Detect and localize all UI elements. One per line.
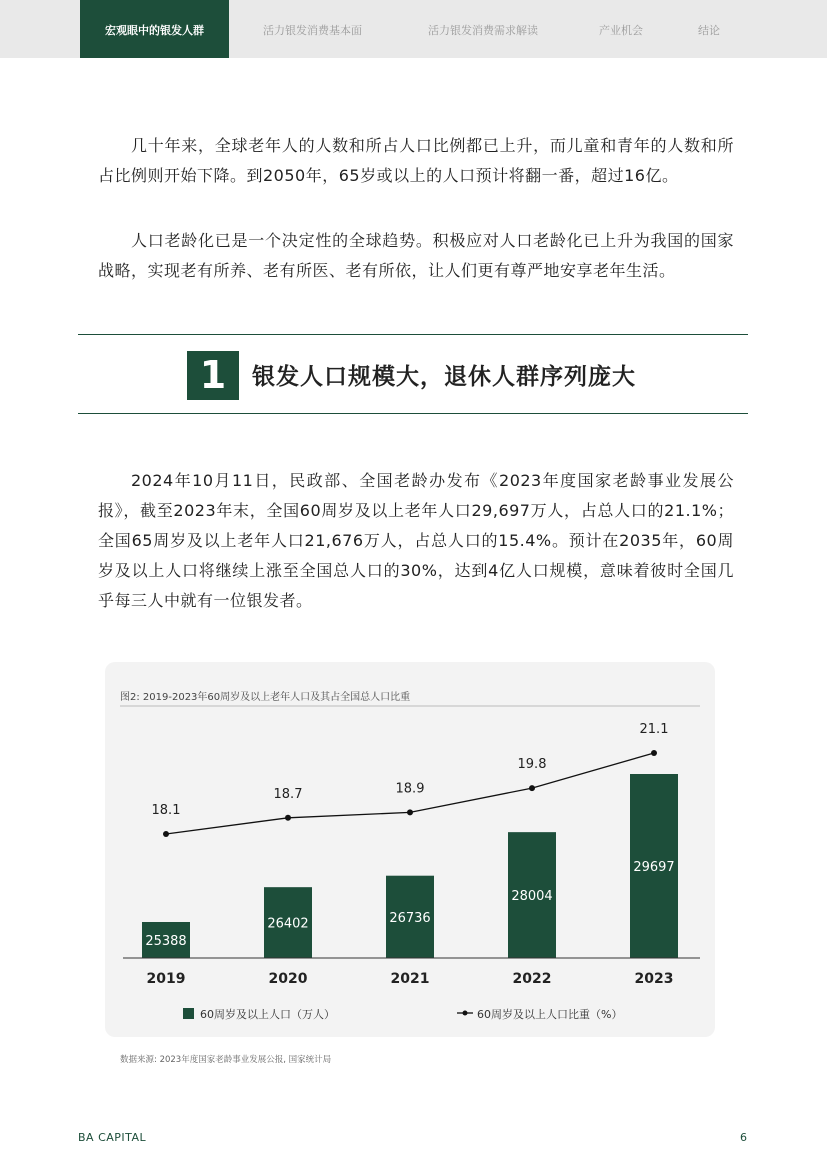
section-title: 银发人口规模大，退休人群序列庞大 [252, 364, 636, 390]
nav-tab-demand-analysis[interactable]: 活力银发消费需求解读 [428, 24, 538, 37]
page-number: 6 [740, 1131, 747, 1144]
nav-tab-macro-view[interactable]: 宏观眼中的银发人群 [80, 0, 229, 58]
share-label-2020: 18.7 [273, 786, 303, 802]
footer-brand: BA CAPITAL [78, 1131, 147, 1144]
nav-tab-industry-opportunity[interactable]: 产业机会 [599, 24, 643, 37]
x-tick-2022: 2022 [512, 971, 552, 987]
section-bottom-rule [78, 413, 748, 414]
legend-bar-swatch [183, 1008, 194, 1019]
x-tick-2021: 2021 [390, 971, 430, 987]
section-paragraph: 2024年10月11日，民政部、全国老龄办发布《2023年度国家老龄事业发展公报》，截至2023年末，全国60周岁及以上老年人口29,697万人，占总人口的21.1%；全国65周岁及以上老年人口21,676万人，占总人口的15.4%。预计在2035年，60周岁及以上人口将继续上涨至全国总人口的30%，达到4亿人口规模，意味着彼时全国几乎每三人中就有一位银发者。 [98, 471, 734, 610]
legend-line-label: 60周岁及以上人口比重（%） [477, 1008, 623, 1021]
intro-paragraph-2: 人口老龄化已是一个决定性的全球趋势。积极应对人口老龄化已上升为我国的国家战略，实现老有所养、老有所医、老有所依，让人们更有尊严地安享老年生活。 [98, 231, 734, 280]
bar-label-2022: 28004 [511, 889, 553, 905]
share-point-2021 [407, 809, 413, 815]
share-point-2020 [285, 815, 291, 821]
share-label-2021: 18.9 [395, 781, 425, 797]
bar-label-2019: 25388 [145, 934, 187, 949]
bar-label-2021: 26736 [389, 910, 431, 926]
nav-tab-conclusion[interactable]: 结论 [698, 24, 720, 37]
share-label-2022: 19.8 [517, 757, 547, 773]
share-label-2023: 21.1 [639, 722, 669, 737]
section-number-badge: 1 [187, 351, 239, 400]
share-point-2019 [163, 831, 169, 837]
population-chart [105, 662, 715, 1037]
bar-label-2023: 29697 [633, 860, 675, 875]
legend-line-marker [463, 1011, 468, 1016]
x-tick-2020: 2020 [268, 971, 308, 987]
intro-paragraph-1: 几十年来，全球老年人的人数和所占人口比例都已上升，而儿童和青年的人数和所占比例则开始下降。到2050年，65岁或以上的人口预计将翻一番，超过16亿。 [98, 136, 734, 185]
chart-title: 图2: 2019-2023年60周岁及以上老年人口及其占全国总人口比重 [120, 692, 411, 703]
bar-label-2020: 26402 [267, 916, 309, 932]
legend-bar-label: 60周岁及以上人口（万人） [200, 1008, 335, 1021]
share-point-2023 [651, 750, 657, 756]
share-label-2019: 18.1 [151, 803, 181, 818]
section-top-rule [78, 334, 748, 335]
x-tick-2023: 2023 [634, 971, 674, 987]
x-tick-2019: 2019 [146, 971, 186, 987]
nav-tab-consumption-basics[interactable]: 活力银发消费基本面 [263, 24, 362, 37]
share-point-2022 [529, 785, 535, 791]
top-navigation [0, 0, 827, 58]
data-source-note: 数据来源: 2023年度国家老龄事业发展公报, 国家统计局 [120, 1055, 332, 1065]
